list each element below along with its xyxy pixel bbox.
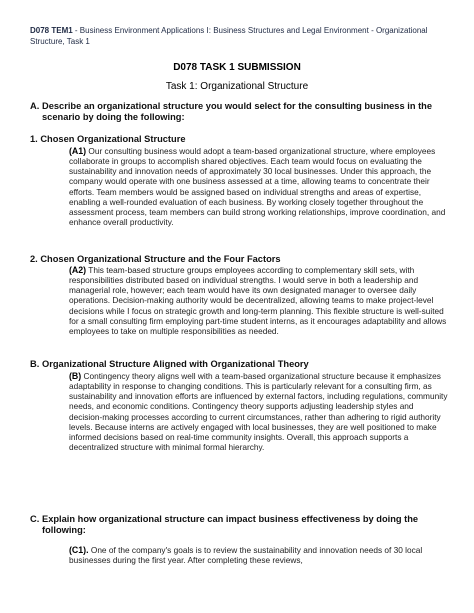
paragraph-c1	[69, 545, 449, 565]
section-a-heading	[30, 101, 450, 123]
paragraph-a2-text: This team-based structure groups employees according to complementary skill sets, with responsibilities distributed based on individual strengths. I would serve in both a leadership and managerial role, however; each team would have its own designated manager to oversee daily operations. Decision-making authority would be decentralized, allowing teams to make project-level decisions while I focus on strategic growth and long-term planning. This flexible structure is well-suited for a small consulting firm employing part-time student interns, as it encourages adaptability and allows employees to take on multiple responsibilities as needed.	[69, 265, 447, 336]
paragraph-b	[69, 371, 449, 452]
paragraph-a2	[69, 265, 449, 336]
section-c-letter: C.	[30, 514, 40, 524]
tag-b: (B)	[69, 371, 82, 381]
paragraph-c1-text: One of the company's goals is to review the sustainability and innovation needs of 30 local businesses during the first year. After completing these reviews,	[69, 545, 423, 566]
tag-a1: (A1)	[69, 146, 87, 156]
section-a-letter: A.	[30, 101, 40, 111]
section-b-text: Organizational Structure Aligned with Organizational Theory	[42, 359, 309, 369]
section-b-letter: B.	[30, 359, 40, 369]
paragraph-a1	[69, 146, 449, 227]
section-c-heading	[30, 514, 450, 536]
course-title: - Business Environment Applications I: Business Structures and Legal Environment - Organizational Structure, Task 1	[30, 26, 428, 46]
page-header	[30, 25, 450, 47]
document-title: D078 TASK 1 SUBMISSION	[173, 62, 301, 73]
task-title: Task 1: Organizational Structure	[165, 81, 309, 92]
tag-a2: (A2)	[69, 265, 87, 275]
course-code: D078 TEM1	[30, 26, 73, 35]
section-b-heading	[30, 359, 450, 370]
paragraph-b-text: Contingency theory aligns well with a team-based organizational structure because it emphasizes adaptability in response to changing conditions. This is particularly relevant for a consulting firm, as sustainability and innovation efforts are influenced by external factors, including regulations, community needs, and economic conditions. Contingency theory supports adjusting leadership styles and decision-making processes according to current circumstances, rather than adhering to rigid authority levels. Because interns are actively engaged with local businesses, they are well positioned to make informed decisions based on real-time community insights. Overall, this approach supports a decentralized structure with minimal formal hierarchy.	[69, 371, 448, 453]
section-c-text: Explain how organizational structure can impact business effectiveness by doing the following:	[42, 514, 419, 535]
heading-2: 2. Chosen Organizational Structure and the Four Factors	[30, 254, 281, 264]
tag-c1: (C1).	[69, 545, 89, 555]
heading-1: 1. Chosen Organizational Structure	[30, 134, 186, 144]
paragraph-a1-text: Our consulting business would adopt a team-based organizational structure, where employees collaborate in groups to accomplish shared objectives. Each team would focus on evaluating the sustainability and innovation needs of approximately 30 local businesses. Under this approach, the company would operate with one business assessed at a time, allowing teams to concentrate their efforts. Team members would be assigned based on individual strengths and areas of expertise, enabling a well-rounded evaluation of each business. By working closely together throughout the assessment process, team members can build strong working relationships, improve coordination, and enhance overall productivity.	[69, 146, 446, 228]
section-a-text: Describe an organizational structure you would select for the consulting business in the scenario by doing the following:	[42, 101, 433, 122]
